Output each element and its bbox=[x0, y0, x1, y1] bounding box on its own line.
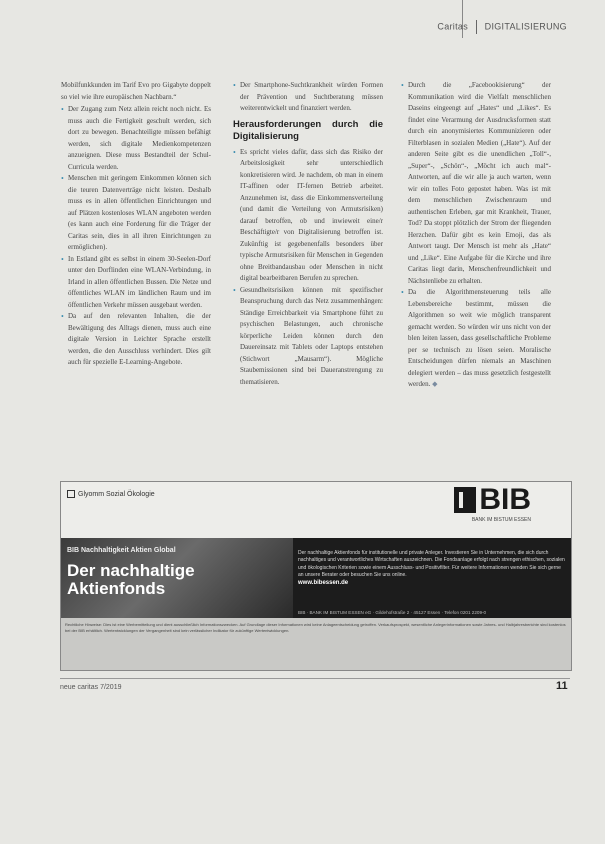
column-2-bullets-top bbox=[233, 80, 383, 115]
bullet-item: • In Estland gibt es selbst in einem 30-Seelen-Dorf unter den Dorflinden eine WLAN-Verbindung, in Irland in allen öffentlichen Bussen. Die Netze und öffentliches WLAN im ländlichen Raum und im öffentlichen Verkehr müssen ausgebaut werden. bbox=[61, 254, 211, 312]
ad-headline bbox=[67, 562, 195, 598]
bullet-text: Da die Algorithmensteuerung teils alle Lebensbereiche bestimmt, müssen die Algorithmen so weit wie möglich transparent gemacht werden. So würden wir uns nicht von der blen leiten lassen, dass gesellschaftliche Probleme per se technisch zu lösen seien. Moralische Entscheidungen dürfen niemals an Maschinen delegiert werden – das muss gesetzlich festgestellt werden. bbox=[408, 288, 551, 388]
column-3 bbox=[401, 80, 551, 391]
header-title: DIGITALISIERUNG bbox=[484, 21, 567, 32]
ad-logo-row bbox=[61, 482, 571, 538]
footer-rule bbox=[60, 678, 570, 679]
bib-logo bbox=[454, 483, 531, 523]
bullet-item: • Der Smartphone-Suchtkrankheit würden Formen der Prävention und Suchtberatung müssen weiterentwickelt und finanziert werden. bbox=[233, 80, 383, 115]
ad-headline-line-2: Aktienfonds bbox=[67, 579, 166, 598]
bib-logo-sub: BANK IM BISTUM ESSEN bbox=[471, 517, 531, 523]
end-mark: ◆ bbox=[432, 380, 438, 388]
running-header bbox=[437, 20, 567, 34]
column-1 bbox=[61, 80, 211, 369]
ad-contact: BIB · BANK IM BISTUM ESSEN eG · Gildehofstraße 2 · 45127 Essen · Telefon 0201 2209-0 bbox=[298, 610, 487, 615]
bullet-item: • Gesundheitsrisiken können mit spezifischer Beanspruchung durch das Netz zusammenhängen: Ständige Erreichbarkeit via Smartphone führt zu psychischen Belastungen, auch chronische körperliche Leiden können durch den Dauereinsatz mit Tablets oder Laptops entstehen (Stichwort „Mausarm“). Mögliche Staubemissionen sind bei Daueranstrengung zu thematisieren. bbox=[233, 285, 383, 389]
ad-url-link[interactable]: www.bibessen.de bbox=[298, 579, 349, 586]
column-2-bullets bbox=[233, 147, 383, 389]
bullet-item: • Der Zugang zum Netz allein reicht noch nicht. Es muss auch die Fertigkeit geschult werden, sich dort zu bewegen. Benachteiligte müssen befähigt werden, sich digitale Medienkompetenzen anzueignen. Diese muss Bestandteil der Schul-Curricula werden. bbox=[61, 104, 211, 173]
ad-photo-panel bbox=[61, 538, 293, 618]
bullet-item: • Menschen mit geringem Einkommen können sich die teuren Datenverträge nicht leisten. Deshalb muss es in allen öffentlichen Einrichtungen und auf Plätzen kostenloses WLAN angeboten werden (es kann auch eine Forderung für die Träger der Caritas sein, dies in all ihren Einrichtungen zu ermöglichen). bbox=[61, 173, 211, 254]
column-1-bullets bbox=[61, 104, 211, 369]
ad-disclaimer: Rechtliche Hinweise: Dies ist eine Werbemitteilung und dient ausschließlich Informationszwecken. Auf Grundlage dieser Informationen wird keine Anlageentscheidung getroffen. Verkaufsprospekt, wesentliche Anlegerinformationen sowie Jahres- und Halbjahresberichte sind kostenlos bei der BIB erhältlich. Wertentwicklungen der Vergangenheit sind kein verlässlicher Indikator für zukünftige Wertentwicklungen. bbox=[65, 622, 566, 633]
ad-text-panel bbox=[293, 538, 571, 618]
bullet-item: • Durch die „Facebookisierung“ der Kommunikation wird die Vielfalt menschlichen Daseins eingeengt auf „Hates“ und „Likes“. Es findet eine Verarmung der Ausdrucksformen statt durch ein anonymisiertes Kommunizieren oder Filterblasen in sozialen Medien („Hate“). Auf der anderen Seite gibt es die unendlichen „Toll“-, „Super“-, „Schön“-, „Möcht ich auch mal“-Antworten, auf die wir alle ja auch warten, wenn wir ein tolles Foto gepostet haben. Was ist mit dem menschlichen Zwischenraum und authentischen Erleben, gar mit Krankheit, Trauer, Tod? Da stoppt plötzlich der Strom der fliegenden Herzchen. Dafür gibt es kein Emoji, das als Antwort taugt. Der Mensch ist mehr als „Hate“ und „Like“. Eine Aufgabe für die Kirche und ihre Caritas liegt darin, Menschenfreundlichkeit und Nächstenliebe zu erhalten. bbox=[401, 80, 551, 287]
ad-top-label-text: Glyomm Sozial Ökologie bbox=[78, 490, 155, 498]
bib-logo-icon bbox=[454, 487, 476, 513]
column-2 bbox=[233, 80, 383, 388]
advertisement[interactable] bbox=[60, 481, 572, 671]
ad-product-name: BIB Nachhaltigkeit Aktien Global bbox=[67, 547, 176, 554]
section-heading: Herausforderungen durch die Digitalisierung bbox=[233, 118, 383, 142]
page-number: 11 bbox=[556, 680, 568, 692]
bullet-item: • Es spricht vieles dafür, dass sich das Risiko der Arbeitslosigkeit sehr unterschiedlich konkretisieren wird. Je nachdem, ob man in einem IT-affinen oder IT-fernen Betrieb arbeitet. Anzunehmen ist, dass die Einkommensverteilung (und damit die Verteilung von Armutsrisiken) darauf betroffen, ob und inwieweit eine/r Beschäftigte/r von Digitalisierung betroffen ist. Zukünftig ist gegebenenfalls besonders über typische Armutsrisiken für Menschen in Gegenden ohne Breitbandausbau oder Menschen in nicht digital bearbeitbaren Berufen zu sprechen. bbox=[233, 147, 383, 285]
bib-logo-word: BIB bbox=[479, 483, 531, 516]
ad-body: Der nachhaltige Aktienfonds für institutionelle und private Anleger. Investieren Sie in Unternehmen, die sich durch nachhaltiges und verantwortliches Wirtschaften auszeichnen. Die Fondsanlage erfolgt nach strengen ethischen, sozialen und ökologischen Kriterien sowie einem Ausschluss- und Positivfilter. Für weitere Informationen wenden Sie sich gerne an unsere Berater oder besuchen Sie uns online. bbox=[298, 550, 565, 579]
ad-top-label bbox=[67, 490, 155, 498]
column-1-intro: Mobilfunkkunden im Tarif Evo pro Gigabyte doppelt so viel wie ihre europäischen Nachbarn.“ bbox=[61, 81, 211, 101]
column-3-bullets bbox=[401, 80, 551, 391]
bullet-item bbox=[401, 287, 551, 391]
bullet-item: • Da auf den relevanten Inhalten, die der Bewältigung des Alltags dienen, muss auch eine digitale Version in Leichter Sprache erstellt werden, die den Ausschluss verhindert. Dies gilt auch für spezielle E-Learning-Angebote. bbox=[61, 311, 211, 369]
ad-label-icon bbox=[67, 490, 75, 498]
footer-publication: neue caritas 7/2019 bbox=[60, 684, 122, 691]
header-separator bbox=[476, 20, 477, 34]
header-section: Caritas bbox=[437, 21, 469, 32]
ad-headline-line-1: Der nachhaltige bbox=[67, 561, 195, 580]
